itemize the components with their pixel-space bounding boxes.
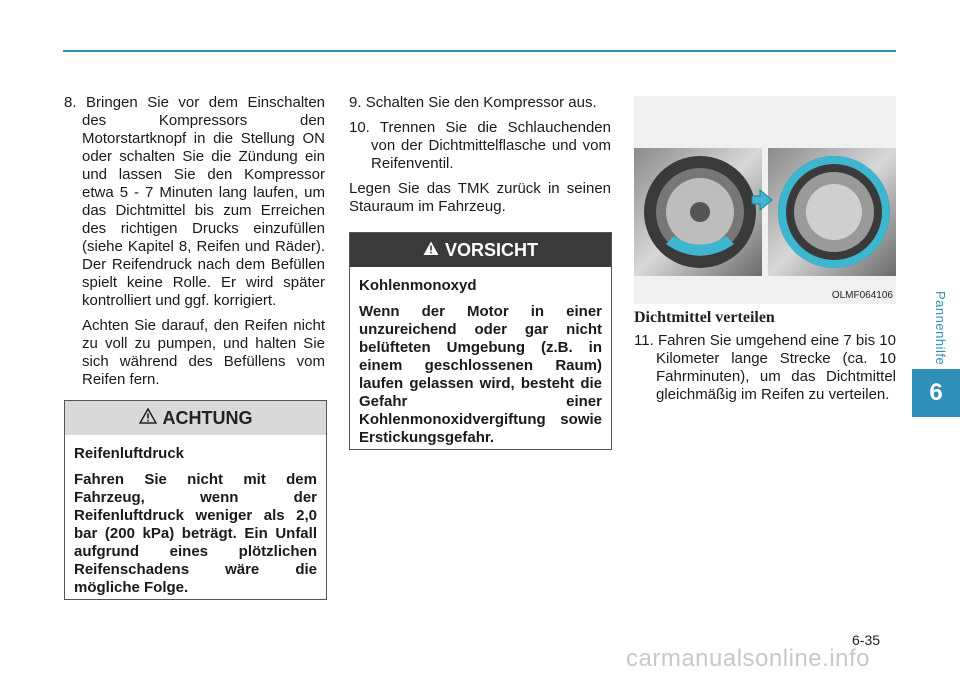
storage-paragraph: Legen Sie das TMK zurück in seinen Stauraum im Fahrzeug. [349,180,611,215]
section-heading: Dichtmittel verteilen [634,309,775,326]
list-item-11 [634,332,896,404]
vorsicht-text: Wenn der Motor in einer unzureichend oder gar nicht belüfteten Umgebung (z.B. in einem geschlossenen Raum) laufen gelassen wird, besteht die Gefahr einer Kohlenmonoxidvergiftung sowie Erstickungsgefahr. [359,303,602,446]
warning-triangle-icon [139,408,157,429]
vorsicht-subtitle: Kohlenmonoxyd [359,277,477,294]
item-text: Bringen Sie vor dem Einschalten des Kompressors den Motorstartknopf in die Stellung ON oder schalten Sie die Zündung ein und lassen Sie den Kompressor etwa 5 - 7 Minuten lang laufen, um das Dichtmittel bis zum Erreichen des richtigen Drucks einzufüllen (siehe Kapitel 8, Reifen und Räder). Der Reifendruck nach dem Befüllen spielt keine Rolle. Er wird später kontrolliert und ggf. korrigiert. [82,94,325,309]
achtung-subtitle: Reifenluftdruck [74,445,185,462]
item-number: 8. [64,94,77,111]
chapter-tab[interactable]: 6 [912,369,960,417]
watermark: carmanualsonline.info [626,645,870,672]
item-8-note: Achten Sie darauf, den Reifen nicht zu voll zu pumpen, und halten Sie sich während des Befüllens vom Reifen fern. [82,317,325,388]
header-rule [63,50,896,52]
vorsicht-body [350,267,611,465]
item-text: Schalten Sie den Kompressor aus. [365,94,597,111]
list-item-8 [64,94,325,310]
achtung-text: Fahren Sie nicht mit dem Fahrzeug, wenn der Reifenluftdruck weniger als 2,0 bar (200 kPa) beträgt. Ein Unfall aufgrund eines plötzlichen Reifenschadens wäre die mögliche Folge. [74,471,317,596]
item-text: Fahren Sie umgehend eine 7 bis 10 Kilometer lange Strecke (ca. 10 Fahrminuten), um das Dichtmittel gleichmäßig im Reifen zu verteilen. [656,332,896,403]
column-2 [349,94,611,223]
tire-illustration [634,96,896,304]
item-number: 11. [634,332,654,349]
vorsicht-box [349,232,612,450]
column-3 [634,332,896,411]
warning-triangle-icon [423,240,439,261]
achtung-body [65,435,326,615]
tire-before-icon [644,156,756,268]
achtung-box [64,400,327,600]
item-text: Trennen Sie die Schlauchenden von der Dichtmittelflasche und vom Reifenventil. [371,119,611,172]
list-item-9 [349,94,611,112]
tire-after-icon [778,156,890,268]
item-number: 9. [349,94,362,111]
achtung-header [65,401,326,435]
column-1 [64,94,325,396]
tire-sealant-figure [634,96,896,304]
figure-caption: OLMF064106 [831,290,893,301]
achtung-title: ACHTUNG [162,407,253,428]
vorsicht-title: VORSICHT [444,239,538,260]
item-number: 10. [349,119,370,136]
vorsicht-header [350,233,611,267]
list-item-10 [349,119,611,173]
page-number: 6-35 [852,632,881,648]
chapter-side-label: Pannenhilfe [933,290,948,366]
